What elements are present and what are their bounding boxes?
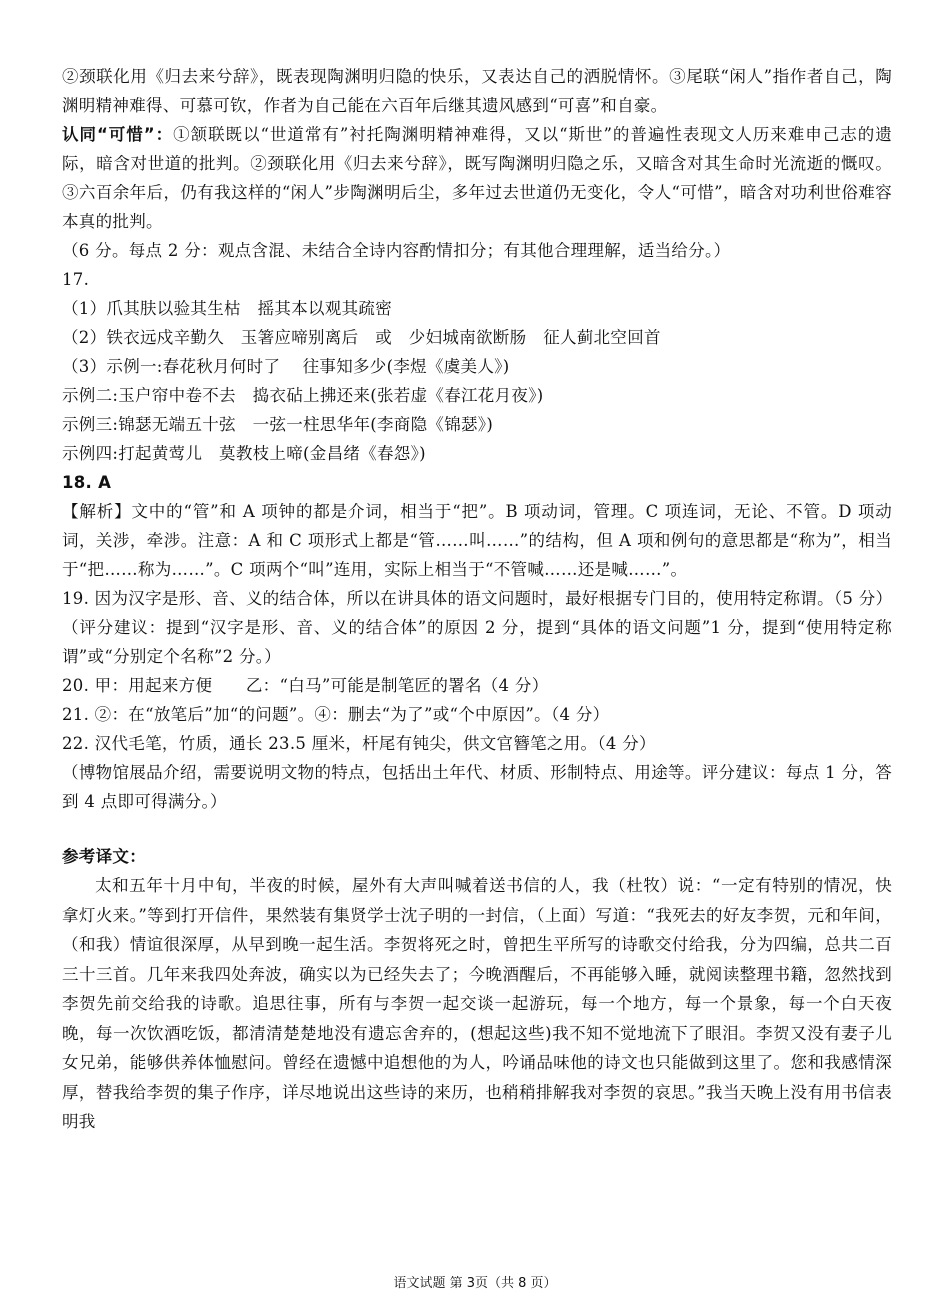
- regret-view-text: ①颔联既以“世道常有”衬托陶渊明精神难得，又以“斯世”的普遍性表现文人历来难申己志的遗际，暗含对世道的批判。②颈联化用《归去来兮辞》，既写陶渊明归隐之乐，又暗含对其生命时光流逝的慨叹。③六百余年后，仍有我这样的“闲人”步陶渊明后尘，多年过去世道仍无变化，令人“可惜”，暗含对功利世俗难容本真的批判。: [62, 125, 892, 231]
- answer-16-regret-view: [62, 120, 892, 236]
- question-17-number: 17.: [62, 270, 90, 289]
- answer-19-scoring-note: （评分建议：提到“汉字是形、音、义的结合体”的原因 2 分，提到“具体的语文问题”1 分，提到“使用特定称谓”或“分别定个名称”2 分。）: [62, 618, 892, 666]
- answer-17-3-example-2: 示例二:玉户帘中卷不去 捣衣砧上拂还来(张若虚《春江花月夜》): [62, 386, 544, 405]
- answer-21: 21. ②：在“放笔后”加“的问题”。④：删去“为了”或“个中原因”。（4 分）: [62, 705, 610, 724]
- answer-18-explanation: 【解析】文中的“管”和 A 项钟的都是介词，相当于“把”。B 项动词，管理。C 项连词，无论、不管。D 项动词，关涉，牵涉。注意：A 和 C 项形式上都是“管……叫……”的结构，但 A 项和例句的意思都是“称为”，相当于“把……称为……”。C 项两个“叫”连用，实际上相当于“不管喊……还是喊……”。: [62, 502, 892, 579]
- answer-17-3-example-1: （3）示例一:春花秋月何时了 往事知多少(李煜《虞美人》): [62, 357, 510, 376]
- answer-18: 18. A: [62, 473, 112, 492]
- section-gap: [62, 816, 892, 842]
- answer-17-1: （1）爪其肤以验其生枯 摇其本以观其疏密: [62, 299, 392, 318]
- answer-22-scoring-note: （博物馆展品介绍，需要说明文物的特点，包括出土年代、材质、形制特点、用途等。评分建议：每点 1 分，答到 4 点即可得满分。）: [62, 763, 892, 811]
- document-body: [62, 62, 892, 1137]
- answer-16-point-2-3: ②颈联化用《归去来兮辞》，既表现陶渊明归隐的快乐，又表达自己的洒脱情怀。③尾联“闲人”指作者自己，陶渊明精神难得、可慕可钦，作者为自己能在六百年后继其遗风感到“可喜”和自豪。: [62, 67, 892, 115]
- page-footer: 语文试题 第 3页（共 8 页）: [393, 1276, 557, 1291]
- answer-19: 19. 因为汉字是形、音、义的结合体，所以在讲具体的语文问题时，最好根据专门目的，使用特定称谓。（5 分）: [62, 589, 893, 608]
- answer-17-3-example-3: 示例三:锦瑟无端五十弦 一弦一柱思华年(李商隐《锦瑟》): [62, 415, 494, 434]
- answer-20: 20. 甲：用起来方便 乙：“白马”可能是制笔匠的署名（4 分）: [62, 676, 549, 695]
- translation-text: 太和五年十月中旬，半夜的时候，屋外有大声叫喊着送书信的人，我（杜牧）说：“一定有特别的情况，快拿灯火来。”等到打开信件，果然装有集贤学士沈子明的一封信，（上面）写道：“我死去的好友李贺，元和年间，（和我）情谊很深厚，从早到晚一起生活。李贺将死之时，曾把生平所写的诗歌交付给我，分为四编，总共二百三十三首。几年来我四处奔波，确实以为已经失去了；今晚酒醒后，不再能够入睡，就阅读整理书籍，忽然找到李贺先前交给我的诗歌。追思往事，所有与李贺一起交谈一起游玩，每一个地方，每一个景象，每一个白天夜晚，每一次饮酒吃饭，都清清楚楚地没有遗忘舍弃的，(想起这些)我不知不觉地流下了眼泪。李贺又没有妻子儿女兄弟，能够供养体恤慰问。曾经在遗憾中追想他的为人，吟诵品味他的诗文也只能做到这里了。您和我感情深厚，替我给李贺的集子作序，详尽地说出这些诗的来历，也稍稍排解我对李贺的哀思。”我当天晚上没有用书信表明我: [62, 876, 892, 1131]
- answer-17-3-example-4: 示例四:打起黄莺儿 莫教枝上啼(金昌绪《春怨》): [62, 444, 426, 463]
- answer-17-2: （2）铁衣远戍辛勤久 玉箸应啼别离后 或 少妇城南欲断肠 征人蓟北空回首: [62, 328, 661, 347]
- answer-16-scoring-note: （6 分。每点 2 分：观点含混、未结合全诗内容酌情扣分；有其他合理理解，适当给分。）: [62, 241, 731, 260]
- regret-view-label: 认同“可惜”：: [62, 125, 174, 144]
- answer-22: 22. 汉代毛笔，竹质，通长 23.5 厘米，杆尾有钝尖，供文官簪笔之用。（4 分）: [62, 734, 656, 753]
- translation-title: 参考译文：: [62, 847, 146, 866]
